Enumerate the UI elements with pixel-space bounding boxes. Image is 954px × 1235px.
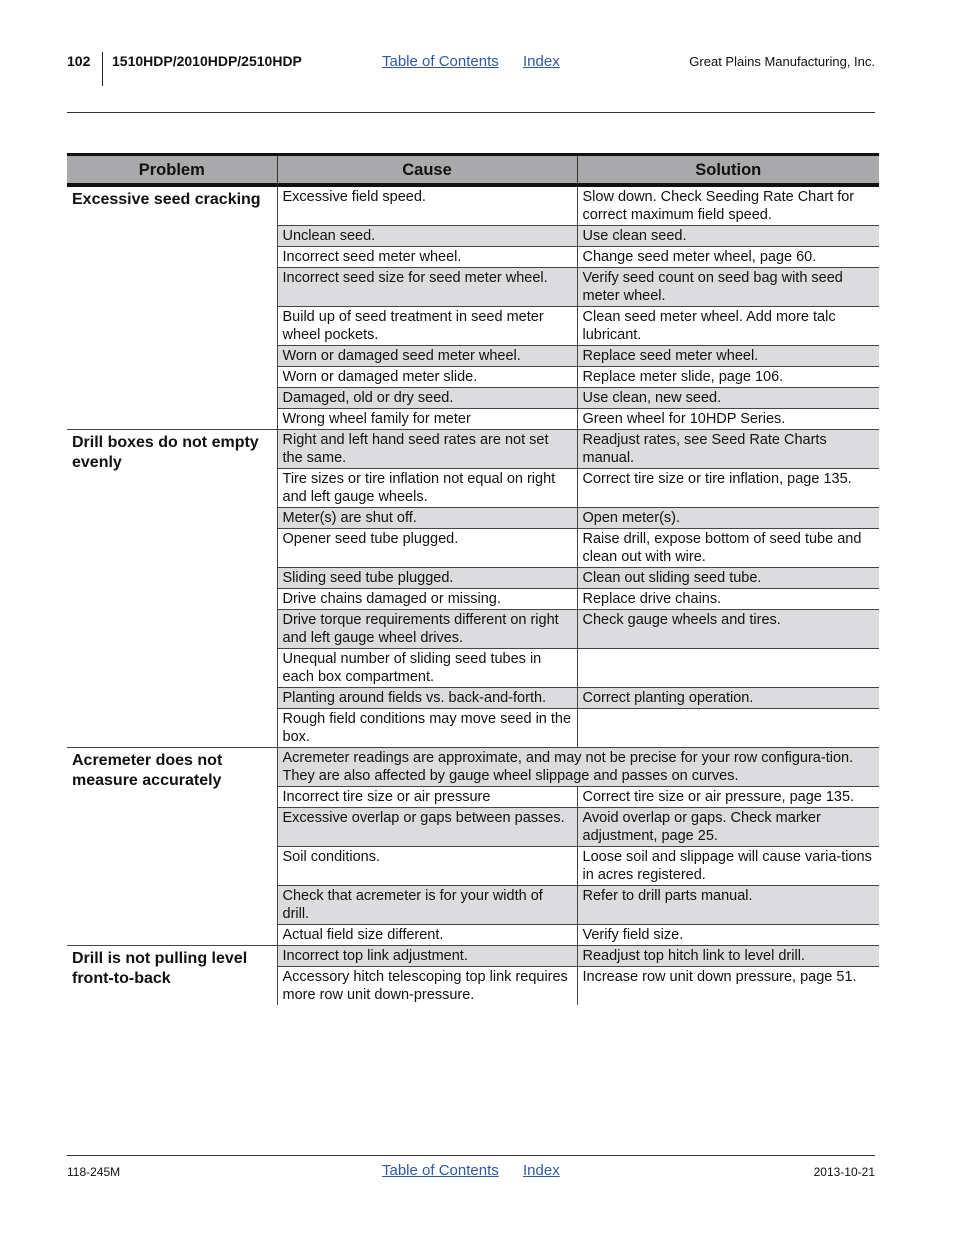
cause-cell: Damaged, old or dry seed.: [277, 388, 577, 409]
solution-cell: Replace drive chains.: [577, 589, 879, 610]
cause-cell: Drive torque requirements different on right and left gauge wheel drives.: [277, 610, 577, 649]
cause-cell: Sliding seed tube plugged.: [277, 568, 577, 589]
table-row: [67, 185, 879, 226]
cause-cell: Unequal number of sliding seed tubes in each box compartment.: [277, 649, 577, 688]
cause-cell: Rough field conditions may move seed in the box.: [277, 709, 577, 748]
column-header-solution: Solution: [577, 155, 879, 186]
solution-cell: Clean seed meter wheel. Add more talc lubricant.: [577, 307, 879, 346]
cause-cell: Wrong wheel family for meter: [277, 409, 577, 430]
solution-cell: Loose soil and slippage will cause varia-tions in acres registered.: [577, 847, 879, 886]
solution-cell: Check gauge wheels and tires.: [577, 610, 879, 649]
cause-cell: Excessive overlap or gaps between passes.: [277, 808, 577, 847]
header-rule: [67, 112, 875, 113]
cause-cell: Soil conditions.: [277, 847, 577, 886]
cause-cell: Check that acremeter is for your width of drill.: [277, 886, 577, 925]
solution-cell: Replace meter slide, page 106.: [577, 367, 879, 388]
cause-cell: Worn or damaged seed meter wheel.: [277, 346, 577, 367]
solution-cell: Avoid overlap or gaps. Check marker adjustment, page 25.: [577, 808, 879, 847]
header-toc-link[interactable]: Table of Contents: [382, 53, 499, 70]
cause-cell: Incorrect tire size or air pressure: [277, 787, 577, 808]
cause-cell: Planting around fields vs. back-and-forth.: [277, 688, 577, 709]
problem-cell: Drill boxes do not empty evenly: [67, 430, 277, 748]
solution-cell: Increase row unit down pressure, page 51.: [577, 967, 879, 1006]
page-header: [67, 52, 875, 88]
header-index-link[interactable]: Index: [523, 53, 560, 70]
solution-cell: Readjust top hitch link to level drill.: [577, 946, 879, 967]
troubleshooting-table: [67, 153, 879, 1005]
solution-cell: Use clean, new seed.: [577, 388, 879, 409]
table-row: [67, 748, 879, 787]
solution-cell: Change seed meter wheel, page 60.: [577, 247, 879, 268]
solution-cell: [577, 709, 879, 748]
table-body: [67, 185, 879, 1005]
cause-cell: Incorrect seed size for seed meter wheel.: [277, 268, 577, 307]
solution-cell: Verify seed count on seed bag with seed meter wheel.: [577, 268, 879, 307]
cause-cell: Excessive field speed.: [277, 185, 577, 226]
problem-cell: Excessive seed cracking: [67, 185, 277, 430]
cause-cell: Accessory hitch telescoping top link requires more row unit down-pressure.: [277, 967, 577, 1006]
cause-cell: Drive chains damaged or missing.: [277, 589, 577, 610]
company-name: Great Plains Manufacturing, Inc.: [689, 54, 875, 69]
cause-cell: Incorrect top link adjustment.: [277, 946, 577, 967]
table-row: [67, 946, 879, 967]
solution-cell: Correct planting operation.: [577, 688, 879, 709]
document-number: 118-245M: [67, 1165, 121, 1179]
cause-cell: Worn or damaged meter slide.: [277, 367, 577, 388]
solution-cell: Correct tire size or air pressure, page 135.: [577, 787, 879, 808]
cause-cell: Meter(s) are shut off.: [277, 508, 577, 529]
footer-rule: [67, 1155, 875, 1156]
model-title: 1510HDP/2010HDP/2510HDP: [112, 53, 302, 69]
header-divider: [102, 52, 103, 86]
note-cell: Acremeter readings are approximate, and may not be precise for your row configura-tion. They are also affected by gauge wheel slippage and passes on curves.: [277, 748, 879, 787]
table-row: [67, 430, 879, 469]
problem-cell: Drill is not pulling level front-to-back: [72, 950, 248, 987]
solution-cell: Slow down. Check Seeding Rate Chart for correct maximum field speed.: [577, 185, 879, 226]
solution-cell: Use clean seed.: [577, 226, 879, 247]
problem-cell: Acremeter does not measure accurately: [67, 748, 277, 946]
cause-cell: Right and left hand seed rates are not set the same.: [277, 430, 577, 469]
page-footer: [67, 1162, 875, 1184]
cause-cell: Unclean seed.: [277, 226, 577, 247]
table-header-row: [67, 155, 879, 186]
column-header-cause: Cause: [277, 155, 577, 186]
solution-cell: Raise drill, expose bottom of seed tube and clean out with wire.: [577, 529, 879, 568]
footer-index-link[interactable]: Index: [523, 1162, 560, 1179]
cause-cell: Actual field size different.: [277, 925, 577, 946]
solution-cell: Green wheel for 10HDP Series.: [577, 409, 879, 430]
footer-toc-link[interactable]: Table of Contents: [382, 1162, 499, 1179]
solution-cell: Verify field size.: [577, 925, 879, 946]
cause-cell: Build up of seed treatment in seed meter wheel pockets.: [277, 307, 577, 346]
column-header-problem: Problem: [67, 155, 277, 186]
solution-cell: Correct tire size or tire inflation, page 135.: [577, 469, 879, 508]
solution-cell: Open meter(s).: [577, 508, 879, 529]
cause-cell: Tire sizes or tire inflation not equal on right and left gauge wheels.: [277, 469, 577, 508]
solution-cell: Replace seed meter wheel.: [577, 346, 879, 367]
solution-cell: Clean out sliding seed tube.: [577, 568, 879, 589]
page-number: 102: [67, 53, 91, 69]
solution-cell: [577, 649, 879, 688]
solution-cell: Refer to drill parts manual.: [577, 886, 879, 925]
cause-cell: Incorrect seed meter wheel.: [277, 247, 577, 268]
solution-cell: Readjust rates, see Seed Rate Charts manual.: [577, 430, 879, 469]
revision-date: 2013-10-21: [813, 1165, 875, 1179]
cause-cell: Opener seed tube plugged.: [277, 529, 577, 568]
